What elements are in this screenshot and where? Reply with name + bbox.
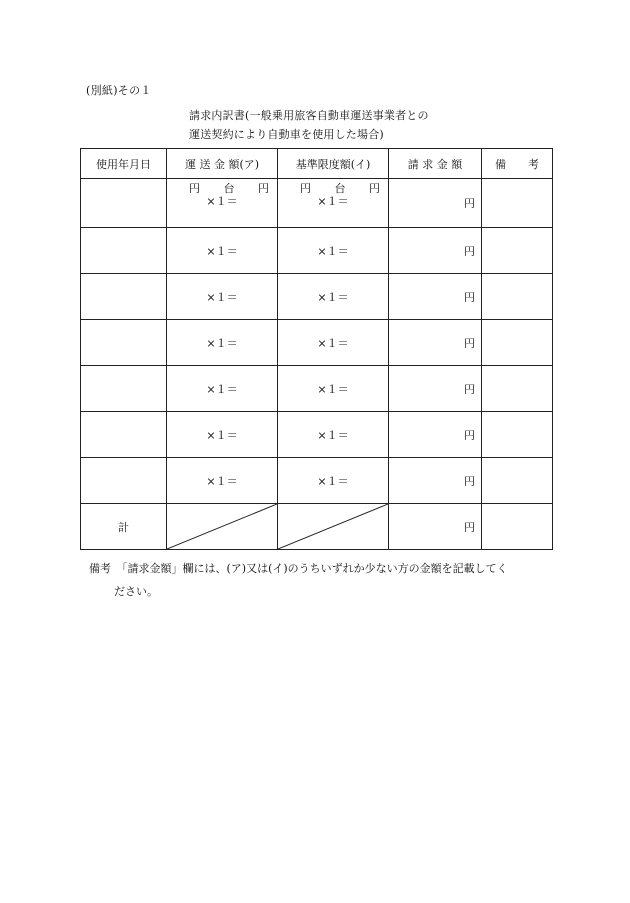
unit-yen-label: 円 <box>464 428 475 442</box>
usage-date-cell[interactable] <box>81 366 167 412</box>
multiplier-text: ×１＝ <box>206 195 238 208</box>
header-usage-date: 使用年月日 <box>81 149 167 179</box>
attachment-label: (別紙)その１ <box>86 84 152 97</box>
multiplier-text: ×１＝ <box>206 382 238 396</box>
remarks-cell[interactable] <box>482 412 553 458</box>
table-row <box>81 179 553 228</box>
remarks-cell[interactable] <box>482 179 553 228</box>
claim-amount-cell[interactable] <box>389 320 482 366</box>
claim-amount-cell[interactable] <box>389 228 482 274</box>
fare-amount-cell[interactable] <box>167 179 278 228</box>
remarks-cell[interactable] <box>482 320 553 366</box>
table-row <box>81 320 553 366</box>
claim-amount-total-cell[interactable] <box>389 504 482 550</box>
multiplier-text: ×１＝ <box>317 474 349 488</box>
total-label: 計 <box>81 504 167 550</box>
note-label: 備考 <box>89 562 111 575</box>
multiplier-text: ×１＝ <box>206 244 238 258</box>
multiplier-text: ×１＝ <box>206 290 238 304</box>
diagonal-strike <box>278 504 388 549</box>
standard-limit-cell[interactable] <box>278 366 389 412</box>
claim-amount-cell[interactable] <box>389 179 482 228</box>
unit-labels <box>167 182 277 195</box>
fare-amount-cell[interactable] <box>167 412 278 458</box>
standard-limit-cell[interactable] <box>278 458 389 504</box>
multiplier-text: ×１＝ <box>317 336 349 350</box>
usage-date-cell[interactable] <box>81 458 167 504</box>
unit-yen-label: 円 <box>464 520 475 534</box>
header-standard-limit: 基準限度額(イ) <box>278 149 389 179</box>
document-title <box>189 106 429 144</box>
fare-amount-cell[interactable] <box>167 274 278 320</box>
usage-date-cell[interactable] <box>81 228 167 274</box>
standard-limit-cell[interactable] <box>278 179 389 228</box>
unit-yen-label: 円 <box>300 182 311 195</box>
title-line-1: 請求内訳書(一般乗用旅客自動車運送事業者との <box>189 109 429 122</box>
table-row <box>81 412 553 458</box>
unit-yen-label: 円 <box>258 182 269 195</box>
claim-amount-cell[interactable] <box>389 458 482 504</box>
note-line-2: ださい。 <box>114 585 158 598</box>
multiplier-text: ×１＝ <box>317 290 349 304</box>
multiplier-text: ×１＝ <box>317 428 349 442</box>
unit-vehicle-label: 台 <box>223 182 235 195</box>
multiplier-text: ×１＝ <box>317 195 349 208</box>
table-row <box>81 366 553 412</box>
fare-amount-total-cell <box>167 504 278 550</box>
standard-limit-cell[interactable] <box>278 228 389 274</box>
unit-vehicle-label: 台 <box>334 182 346 195</box>
usage-date-cell[interactable] <box>81 412 167 458</box>
header-row <box>81 149 553 179</box>
table-row <box>81 274 553 320</box>
fare-amount-cell[interactable] <box>167 228 278 274</box>
header-fare-amount: 運 送 金 額(ア) <box>167 149 278 179</box>
standard-limit-cell[interactable] <box>278 320 389 366</box>
claim-amount-cell[interactable] <box>389 274 482 320</box>
unit-yen-label: 円 <box>464 382 475 396</box>
unit-yen-label: 円 <box>189 182 200 195</box>
unit-yen-label: 円 <box>464 336 475 350</box>
multiplier-text: ×１＝ <box>206 336 238 350</box>
diagonal-strike <box>167 504 277 549</box>
usage-date-cell[interactable] <box>81 179 167 228</box>
standard-limit-cell[interactable] <box>278 412 389 458</box>
multiplier-text: ×１＝ <box>206 428 238 442</box>
fare-amount-cell[interactable] <box>167 320 278 366</box>
usage-date-cell[interactable] <box>81 274 167 320</box>
unit-yen-label: 円 <box>464 290 475 304</box>
remarks-cell[interactable] <box>482 458 553 504</box>
standard-limit-total-cell <box>278 504 389 550</box>
total-row <box>81 504 553 550</box>
unit-labels <box>278 182 388 195</box>
usage-date-cell[interactable] <box>81 320 167 366</box>
unit-yen-label: 円 <box>464 244 475 258</box>
multiplier-text: ×１＝ <box>317 382 349 396</box>
remarks-note <box>89 557 559 603</box>
remarks-cell[interactable] <box>482 366 553 412</box>
unit-yen-label: 円 <box>369 182 380 195</box>
remarks-cell[interactable] <box>482 274 553 320</box>
header-remarks: 備 考 <box>482 149 553 179</box>
claim-amount-cell[interactable] <box>389 412 482 458</box>
unit-yen-label: 円 <box>464 197 475 210</box>
remarks-total-cell[interactable] <box>482 504 553 550</box>
table-row <box>81 228 553 274</box>
table-row <box>81 458 553 504</box>
remarks-cell[interactable] <box>482 228 553 274</box>
unit-yen-label: 円 <box>464 474 475 488</box>
multiplier-text: ×１＝ <box>317 244 349 258</box>
fare-amount-cell[interactable] <box>167 366 278 412</box>
fare-amount-cell[interactable] <box>167 458 278 504</box>
multiplier-text: ×１＝ <box>206 474 238 488</box>
claim-breakdown-table <box>80 148 553 550</box>
note-line-1: 「請求金額」欄には、(ア)又は(イ)のうちいずれか少ない方の金額を記載してく <box>122 562 508 575</box>
standard-limit-cell[interactable] <box>278 274 389 320</box>
title-line-2: 運送契約により自動車を使用した場合) <box>189 128 384 141</box>
claim-amount-cell[interactable] <box>389 366 482 412</box>
header-claim-amount: 請 求 金 額 <box>389 149 482 179</box>
